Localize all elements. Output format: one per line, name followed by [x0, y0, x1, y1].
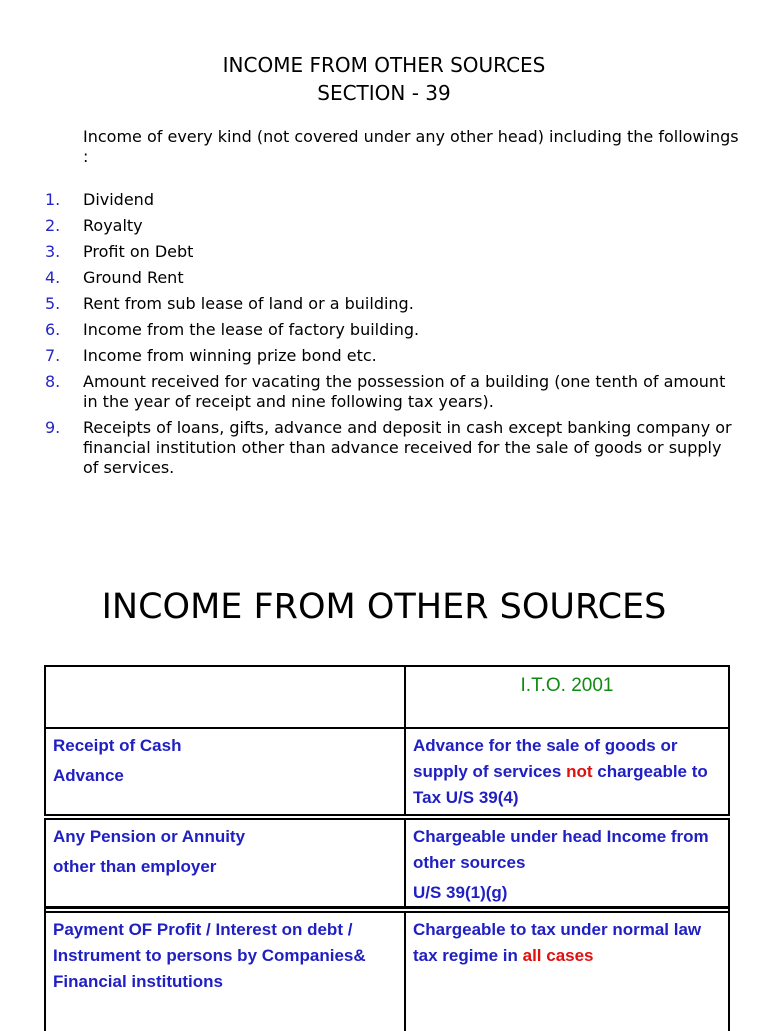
- list-number: 7.: [45, 346, 61, 365]
- table-row: [44, 727, 730, 816]
- row-left-line: other than employer: [53, 857, 217, 876]
- list-text: Ground Rent: [83, 268, 184, 287]
- list-text: Royalty: [83, 216, 143, 235]
- list-item: [0, 268, 768, 288]
- row-left-line: Receipt of Cash: [53, 736, 182, 755]
- row-right-text: Advance for the sale of goods or supply of services: [413, 736, 678, 781]
- table-row: [44, 911, 730, 1031]
- list-number: 8.: [45, 372, 61, 391]
- list-text: Dividend: [83, 190, 154, 209]
- list-number: 9.: [45, 418, 61, 437]
- row-left-cell: [46, 820, 406, 906]
- row-left-line: Any Pension or Annuity: [53, 827, 246, 846]
- list-item: [0, 216, 768, 236]
- list-item: [0, 242, 768, 262]
- list-number: 6.: [45, 320, 61, 339]
- intro-paragraph: Income of every kind (not covered under any other head) including the followings :: [83, 127, 739, 166]
- row-right-text: Chargeable to tax under normal law tax regime in: [413, 920, 702, 965]
- ito-label: I.T.O. 2001: [520, 675, 614, 696]
- list-item: [0, 418, 768, 478]
- row-right-highlight: all cases: [522, 946, 594, 965]
- list-item: [0, 346, 768, 366]
- list-text: Amount received for vacating the possession of a building (one tenth of amount in the year of receipt and nine following tax years).: [83, 372, 726, 411]
- list-number: 4.: [45, 268, 61, 287]
- row-left-cell: [46, 729, 406, 814]
- list-number: 5.: [45, 294, 61, 313]
- slide-title-line1: INCOME FROM OTHER SOURCES: [222, 53, 546, 77]
- list-text: Receipts of loans, gifts, advance and deposit in cash except banking company or financial institution other than advance received for the sale of goods or supply of services.: [83, 418, 732, 477]
- row-right-cell: [406, 913, 728, 1031]
- slide2-title: INCOME FROM OTHER SOURCES: [101, 587, 667, 627]
- list-number: 2.: [45, 216, 61, 235]
- list-item: [0, 320, 768, 340]
- list-text: Income from the lease of factory building.: [83, 320, 420, 339]
- list-text: Income from winning prize bond etc.: [83, 346, 377, 365]
- row-right-cell: [406, 820, 728, 906]
- slide-title-line2: SECTION - 39: [317, 81, 451, 105]
- row-right-highlight: not: [566, 762, 593, 781]
- table-row: [44, 818, 730, 908]
- row-left-line: Advance: [53, 766, 124, 785]
- row-right-text: U/S 39(1)(g): [413, 883, 508, 902]
- list-number: 1.: [45, 190, 61, 209]
- list-item: [0, 294, 768, 314]
- list-number: 3.: [45, 242, 61, 261]
- list-item: [0, 190, 768, 210]
- header-right-cell: [406, 667, 728, 727]
- row-right-text: chargeable to Tax U/S 39(4): [413, 762, 708, 807]
- list-item: [0, 372, 768, 412]
- list-text: Rent from sub lease of land or a building.: [83, 294, 414, 313]
- header-left-cell: [46, 667, 406, 727]
- list-text: Profit on Debt: [83, 242, 194, 261]
- table-header-row: [44, 665, 730, 729]
- row-right-text: Chargeable under head Income from other sources: [413, 827, 709, 872]
- row-right-cell: [406, 729, 728, 814]
- row-left-cell: [46, 913, 406, 1031]
- row-left-text: Payment OF Profit / Interest on debt / Instrument to persons by Companies& Financial institutions: [53, 920, 366, 991]
- income-list: [0, 190, 768, 478]
